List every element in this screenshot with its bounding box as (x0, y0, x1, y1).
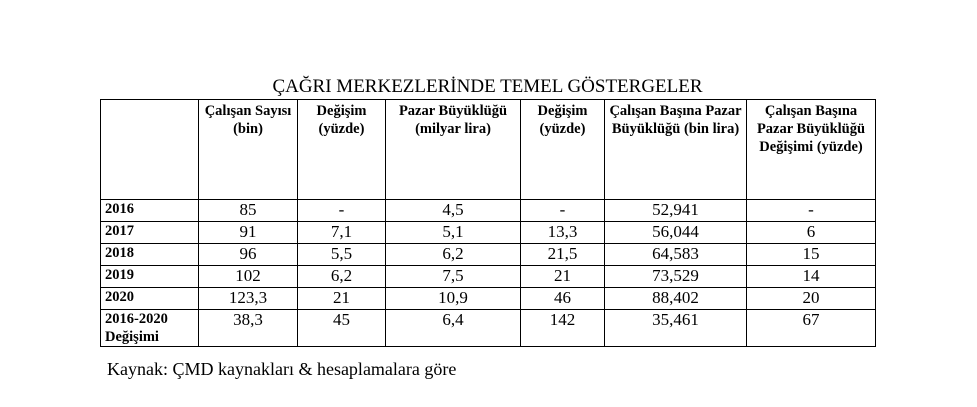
table-row (101, 266, 876, 288)
row-label: 2018 (101, 244, 199, 266)
table-cell: 10,9 (386, 288, 521, 310)
table-cell: 14 (747, 266, 876, 288)
table-cell: 45 (298, 310, 386, 347)
table-cell: 6,2 (386, 244, 521, 266)
table-cell: 96 (199, 244, 298, 266)
table-row (101, 200, 876, 222)
table-cell: 5,5 (298, 244, 386, 266)
table-cell: 6 (747, 222, 876, 244)
header-row (101, 100, 876, 200)
table-cell: 7,1 (298, 222, 386, 244)
source-note: Kaynak: ÇMD kaynakları & hesaplamalara göre (107, 359, 457, 379)
header-cell-market-per-employee-change: Çalışan Başına Pazar Büyüklüğü Değişimi (yüzde) (747, 100, 876, 200)
table-cell: 88,402 (605, 288, 747, 310)
table-cell: 21 (521, 266, 605, 288)
table-row (101, 310, 876, 347)
header-cell-employees-change: Değişim (yüzde) (298, 100, 386, 200)
table-cell: 102 (199, 266, 298, 288)
table-cell: 35,461 (605, 310, 747, 347)
table-cell: 142 (521, 310, 605, 347)
table-title: ÇAĞRI MERKEZLERİNDE TEMEL GÖSTERGELER (272, 76, 703, 97)
table-row (101, 222, 876, 244)
table-cell: 46 (521, 288, 605, 310)
table-cell: 38,3 (199, 310, 298, 347)
table-cell: 7,5 (386, 266, 521, 288)
table-cell: 15 (747, 244, 876, 266)
table-cell: - (521, 200, 605, 222)
table-cell: 6,2 (298, 266, 386, 288)
table-cell: 64,583 (605, 244, 747, 266)
header-cell-employees: Çalışan Sayısı (bin) (199, 100, 298, 200)
header-cell-market-per-employee: Çalışan Başına Pazar Büyüklüğü (bin lira) (605, 100, 747, 200)
table-cell: 6,4 (386, 310, 521, 347)
table-cell: 123,3 (199, 288, 298, 310)
table-cell: 73,529 (605, 266, 747, 288)
row-label: 2016 (101, 200, 199, 222)
table-cell: 5,1 (386, 222, 521, 244)
header-cell-year (101, 100, 199, 200)
table-row (101, 288, 876, 310)
row-label: 2016-2020 Değişimi (101, 310, 199, 347)
table-row (101, 244, 876, 266)
header-cell-market-size-change: Değişim (yüzde) (521, 100, 605, 200)
table-cell: 56,044 (605, 222, 747, 244)
table-cell: 91 (199, 222, 298, 244)
table-cell: - (298, 200, 386, 222)
table-cell: 85 (199, 200, 298, 222)
row-label: 2019 (101, 266, 199, 288)
indicators-table (100, 99, 876, 347)
table-cell: - (747, 200, 876, 222)
table-cell: 67 (747, 310, 876, 347)
row-label: 2017 (101, 222, 199, 244)
table-cell: 21 (298, 288, 386, 310)
table-cell: 13,3 (521, 222, 605, 244)
table-cell: 21,5 (521, 244, 605, 266)
table-cell: 4,5 (386, 200, 521, 222)
table-cell: 20 (747, 288, 876, 310)
row-label: 2020 (101, 288, 199, 310)
header-cell-market-size: Pazar Büyüklüğü (milyar lira) (386, 100, 521, 200)
table-cell: 52,941 (605, 200, 747, 222)
